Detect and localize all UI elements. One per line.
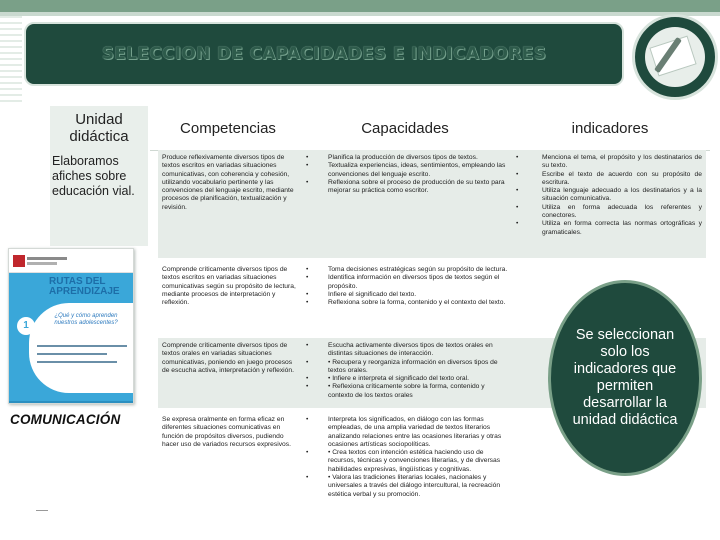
divider	[36, 510, 48, 511]
list-item: • Escucha activamente diversos tipos de textos orales en distintas situaciones de interacción.	[306, 342, 510, 359]
top-band-light	[0, 12, 720, 16]
list-item: • Menciona el tema, el propósito y los destinatarios de su texto.	[516, 154, 702, 171]
title-banner	[24, 22, 624, 86]
book-cover	[8, 248, 134, 404]
competencia-text: Se expresa oralmente en forma eficaz en diferentes situaciones comunicativas en función de propósitos diversos, pudiendo hacer uso de variados recursos expresivos.	[162, 416, 291, 448]
list-item: • Utiliza en forma correcta las normas ortográficas y gramaticales.	[516, 220, 702, 237]
callout-oval	[548, 280, 702, 476]
list-item: • Infiere el significado del texto.	[306, 291, 510, 299]
list-item: • Escribe el texto de acuerdo con su propósito de escritura.	[516, 171, 702, 188]
list-item: • • Valora las tradiciones literarias locales, nacionales y universales a través del diálogo intercultural, la recreación estética verbal y su promoción.	[306, 474, 510, 499]
ministry-logo-icon	[13, 255, 25, 267]
book-body	[9, 273, 134, 404]
book-title: RUTAS DEL APRENDIZAJE	[49, 276, 120, 297]
area-label: COMUNICACIÓN	[10, 412, 121, 427]
list-item: • • Crea textos con intención estética haciendo uso de recursos, técnicas y convenciones literarias, y de diversas habilidades expresivas, lingüísticas y cognitivas.	[306, 449, 510, 474]
book-text-line	[37, 345, 127, 347]
book-text-line	[37, 361, 117, 363]
list-item: • Toma decisiones estratégicas según su propósito de lectura.	[306, 266, 510, 274]
corner-writing-image	[632, 14, 718, 100]
competencia-text: Comprende críticamente diversos tipos de textos orales en variadas situaciones comunicativas, poniendo en juego procesos de escucha activa, interpretación y reflexión.	[162, 342, 294, 374]
book-header	[9, 249, 134, 273]
list-item: • Interpreta los significados, en diálogo con las formas empleadas, de una amplia variedad de textos literarios analizando relaciones entre las ocasiones literarias y otras ocasiones artísticas sociopolíticas.	[306, 416, 510, 449]
callout-text: Se seleccionan solo los indicadores que permiten desarrollar la unidad didáctica	[572, 327, 678, 428]
header-competencias: Competencias	[158, 106, 298, 150]
list-item: • Reflexiona sobre el proceso de producción de su texto para mejorar su práctica como escritor.	[306, 179, 510, 196]
list-item: • • Recupera y reorganiza información en diversos tipos de textos orales.	[306, 359, 510, 376]
book-header-line	[27, 257, 67, 260]
capacidades-list	[306, 342, 510, 400]
book-subtitle: ¿Qué y cómo aprenden nuestros adolescentes?	[54, 313, 118, 326]
book-header-line	[27, 262, 57, 265]
competencia-text: Produce reflexivamente diversos tipos de textos escritos en variadas situaciones comunicativas, con coherencia y cohesión, utilizando vocabulario pertinente y las convenciones del lenguaje escrito, mediante procesos de planificación, textualización y revisión.	[162, 154, 294, 211]
list-item: • Reflexiona sobre la forma, contenido y el contexto del texto.	[306, 299, 510, 307]
capacidades-list	[306, 266, 510, 307]
list-item: • • Infiere e interpreta el significado del texto oral.	[306, 375, 510, 383]
header-capacidades: Capacidades	[300, 106, 510, 150]
list-item: • Identifica información en diversos tipos de textos según el propósito.	[306, 274, 510, 291]
list-item: • Utiliza lenguaje adecuado a los destinatarios y a la situación comunicativa.	[516, 187, 702, 204]
list-item: • Textualiza experiencias, ideas, sentimientos, empleando las convenciones del lenguaje escrito.	[306, 162, 510, 179]
top-band	[0, 0, 720, 12]
competencia-text: Comprende críticamente diversos tipos de textos escritos en variadas situaciones comunicativas según su propósito de lectura, mediante procesos de interpretación y reflexión.	[162, 266, 296, 307]
header-unidad: Unidad didáctica	[50, 106, 148, 150]
list-item: • • Reflexiona críticamente sobre la forma, contenido y contexto de los textos orales	[306, 383, 510, 400]
book-footer	[9, 401, 134, 404]
capacidades-list	[306, 154, 510, 195]
header-indicadores: indicadores	[512, 106, 708, 150]
page-title: SELECCION DE CAPACIDADES E INDICADORES	[101, 44, 547, 64]
capacidades-list	[306, 416, 510, 499]
table-row	[158, 150, 706, 260]
list-item: • Planifica la producción de diversos tipos de textos.	[306, 154, 510, 162]
list-item: • Utiliza en forma adecuada los referentes y conectores.	[516, 204, 702, 221]
book-text-line	[37, 353, 107, 355]
unit-name: Elaboramos afiches sobre educación vial.	[50, 150, 148, 246]
book-number-badge: 1	[17, 317, 35, 335]
indicadores-list	[516, 154, 702, 237]
decorative-stripes	[0, 16, 22, 106]
